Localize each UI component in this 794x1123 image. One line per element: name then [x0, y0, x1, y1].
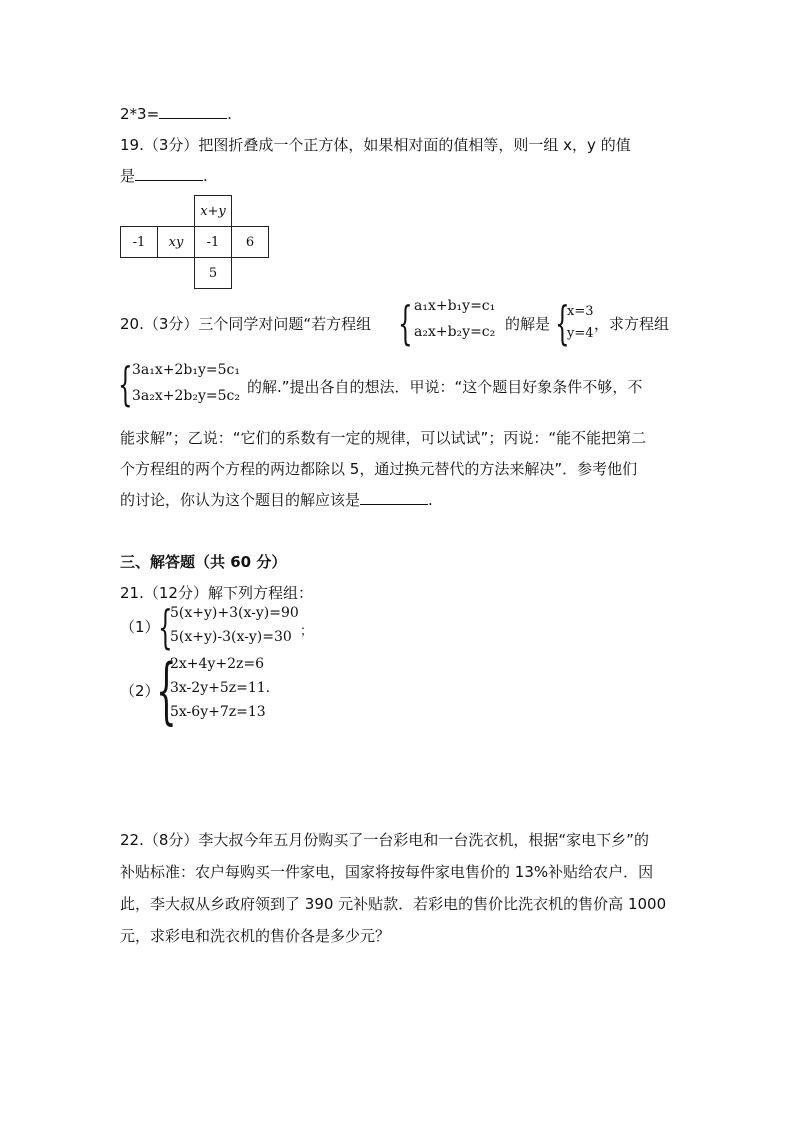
q22-line-2: 补贴标准：农户每购买一件家电，国家将按每件家电售价的 13%补贴给农户．因 [120, 863, 654, 881]
net-face: 6 [232, 227, 269, 258]
q21-part1-label: （1） [120, 618, 160, 636]
q20-line-5-text: 的讨论，你认为这个题目的解应该是 [120, 491, 361, 509]
net-face: -1 [195, 227, 232, 258]
net-empty [158, 258, 195, 289]
equation: y=4 [567, 326, 594, 341]
q19-line-1: 19.（3分）把图折叠成一个正方体，如果相对面的值相等，则一组 x，y 的值 [120, 136, 631, 154]
net-empty [121, 258, 158, 289]
equation: 3a₁x+2b₁y=5c₁ [132, 362, 240, 378]
equation: 3a₂x+2b₂y=5c₂ [132, 388, 240, 404]
q18-end: . [227, 105, 232, 123]
q19-line-2 [120, 165, 208, 186]
q20-suffix: ，求方程组 [594, 315, 670, 333]
q20-prefix: 20.（3分）三个同学对问题“若方程组 [120, 315, 372, 333]
net-face-top: x+y [195, 196, 232, 227]
q20-end: . [428, 491, 433, 509]
q21-part1-end: ； [300, 624, 314, 639]
net-empty [232, 196, 269, 227]
equation: 2x+4y+2z=6 [170, 656, 265, 672]
brace-icon: { [118, 357, 133, 411]
answer-blank[interactable] [360, 490, 428, 505]
equation: 5(x+y)-3(x-y)=30 [170, 629, 292, 645]
q18-text: 2*3= [120, 105, 160, 123]
q20-line-2: 的解.”提出各自的想法．甲说：“这个题目好象条件不够，不 [247, 378, 643, 396]
cube-net [120, 195, 269, 289]
equation: a₁x+b₁y=c₁ [414, 298, 496, 314]
q20-line-5 [120, 489, 433, 510]
equation: 5(x+y)+3(x-y)=90 [170, 605, 299, 621]
net-face: xy [158, 227, 195, 258]
q22-line-3: 此，李大叔从乡政府领到了 390 元补贴款．若彩电的售价比洗衣机的售价高 1000 [120, 895, 667, 913]
net-empty [232, 258, 269, 289]
q22-line-4: 元，求彩电和洗衣机的售价各是多少元？ [120, 927, 391, 945]
equation: 3x-2y+5z=11. [170, 680, 271, 696]
brace-icon: { [555, 296, 570, 350]
net-face-bottom: 5 [195, 258, 232, 289]
equation: a₂x+b₂y=c₂ [414, 324, 496, 340]
brace-icon: { [158, 600, 173, 654]
net-empty [121, 196, 158, 227]
q20-line-3: 能求解”；乙说：“它们的系数有一定的规律，可以试试”；丙说：“能不能把第二 [120, 429, 647, 447]
q20-line-4: 个方程组的两个方程的两边都除以 5，通过换元替代的方法来解决”．参考他们 [120, 460, 638, 478]
q22-line-1: 22.（8分）李大叔今年五月份购买了一台彩电和一台洗衣机，根据“家电下乡”的 [120, 831, 649, 849]
q19-prefix: 是 [120, 167, 136, 185]
equation: 5x-6y+7z=13 [170, 704, 266, 720]
brace-icon: { [398, 296, 413, 350]
brace-icon: { [156, 648, 177, 732]
answer-blank[interactable] [159, 104, 227, 119]
q21-part2-label: （2） [120, 682, 160, 700]
q21-title: 21.（12分）解下列方程组： [120, 584, 313, 602]
net-empty [158, 196, 195, 227]
q20-mid: 的解是 [505, 315, 551, 333]
equation: x=3 [567, 304, 594, 319]
q18-answer-line [120, 104, 232, 123]
net-face: -1 [121, 227, 158, 258]
answer-blank[interactable] [135, 166, 203, 181]
section-title: 三、解答题（共 60 分） [120, 553, 287, 571]
q19-end: . [203, 167, 208, 185]
